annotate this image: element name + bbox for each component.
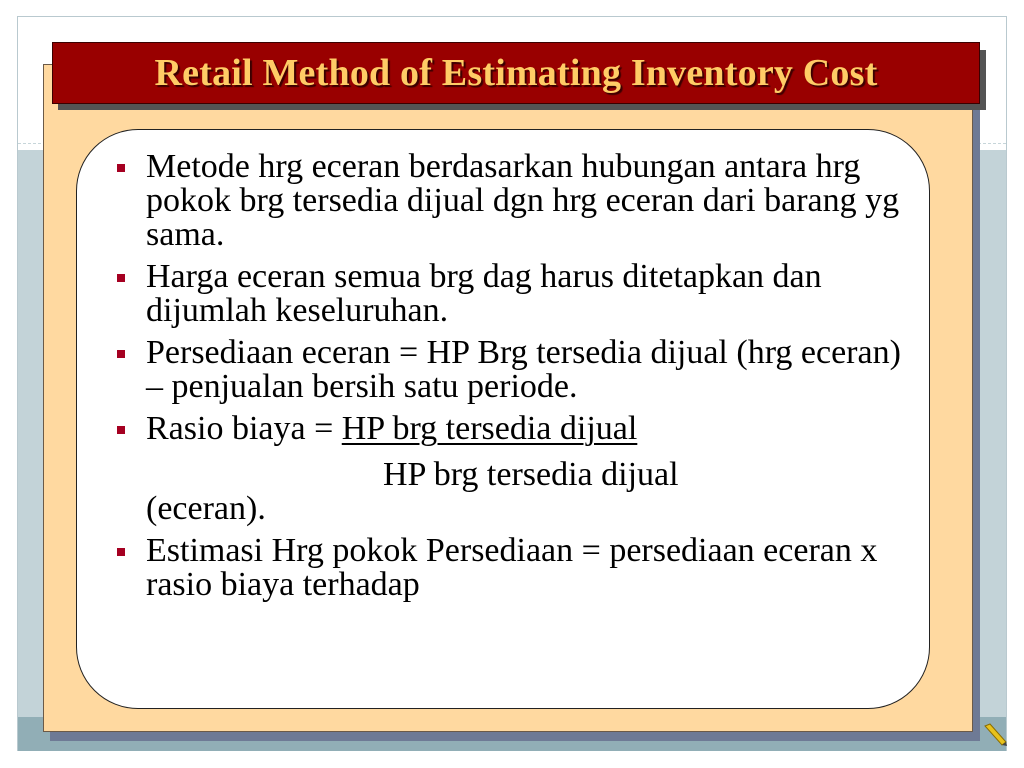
ratio-label: Rasio biaya = xyxy=(146,410,342,447)
pencil-icon xyxy=(982,722,1008,746)
bullet-text: Harga eceran semua brg dag harus ditetapkan dan dijumlah keseluruhan. xyxy=(146,258,822,329)
bullet-item xyxy=(112,336,912,404)
bullet-item-ratio xyxy=(112,412,912,526)
bullet-text: Estimasi Hrg pokok Persediaan = persediaan eceran x rasio biaya terhadap xyxy=(146,532,878,603)
slide-title: Retail Method of Estimating Inventory Cost xyxy=(154,52,878,94)
bullet-marker xyxy=(117,548,125,556)
ratio-denominator-continued: (eceran). xyxy=(146,490,266,527)
bullet-item xyxy=(112,260,912,328)
bullet-marker xyxy=(117,274,125,282)
bullet-text: Persediaan eceran = HP Brg tersedia dijual (hrg eceran) – penjualan bersih satu periode. xyxy=(146,334,901,405)
bullet-list xyxy=(112,150,912,610)
bullet-marker xyxy=(117,350,125,358)
bullet-marker xyxy=(117,164,125,172)
ratio-numerator: HP brg tersedia dijual xyxy=(341,410,638,447)
bullet-item xyxy=(112,150,912,252)
ratio-formula xyxy=(146,410,637,447)
bullet-item xyxy=(112,534,912,602)
ratio-denominator: HP brg tersedia dijual xyxy=(383,456,679,493)
bullet-text: Metode hrg eceran berdasarkan hubungan antara hrg pokok brg tersedia dijual dgn hrg eceran dari barang yg sama. xyxy=(146,148,900,253)
title-bar xyxy=(52,42,980,104)
bullet-marker xyxy=(117,426,125,434)
